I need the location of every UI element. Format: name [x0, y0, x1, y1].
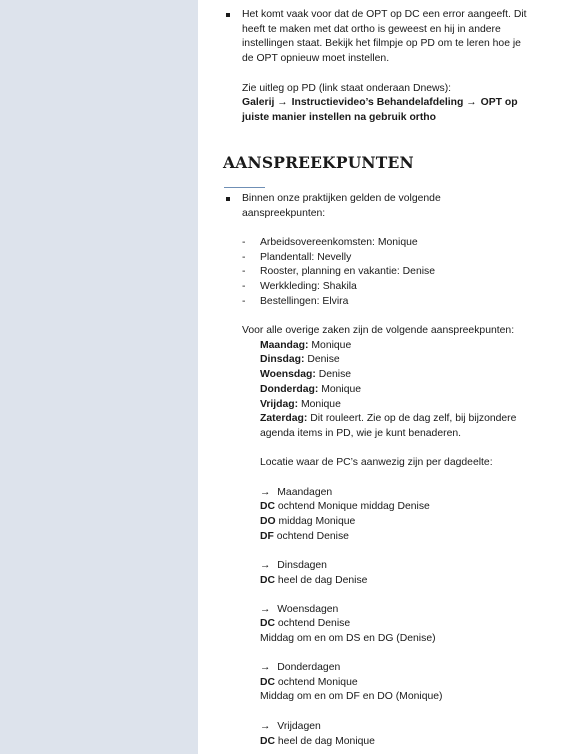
day-contact: [260, 339, 351, 354]
day-label: Maandag:: [260, 339, 309, 351]
day-label: Vrijdag:: [260, 398, 299, 410]
arrow-right-icon: →: [260, 560, 271, 571]
dash-marker: -: [242, 251, 246, 263]
day-person: Monique: [318, 383, 362, 395]
schedule-extra: Middag om en om DF en DO (Monique): [260, 691, 443, 703]
bullet-marker: [226, 13, 230, 17]
day-person: Monique: [308, 339, 352, 351]
day-person: Monique: [298, 398, 341, 410]
dash-marker: -: [242, 281, 246, 293]
other-contacts-intro: Voor alle overige zaken zijn de volgende aanspreekpunten:: [242, 325, 515, 336]
dash-marker: -: [242, 237, 246, 248]
day-label: Zaterdag:: [260, 413, 308, 425]
arrow-right-icon: →: [260, 486, 271, 498]
navigation-path: [242, 96, 518, 111]
schedule-row: DF ochtend Denise: [260, 530, 349, 542]
day-contact: [260, 368, 351, 383]
section-heading: AANSPREEKPUNTEN: [223, 153, 414, 172]
day-contact: [260, 353, 340, 368]
path-galerij: Galerij: [242, 97, 275, 109]
navigation-path-cont: juiste manier instellen na gebruik ortho: [242, 111, 436, 123]
day-person: Denise: [315, 369, 352, 381]
schedule-row: DC heel de dag Monique: [260, 735, 375, 747]
locations-intro: Locatie waar de PC’s aanwezig zijn per dagdeelte:: [260, 457, 493, 469]
heading-underline: [224, 187, 265, 188]
path-instructievideos: Instructievideo’s Behandelafdeling: [291, 97, 464, 109]
contact-item: Arbeidsovereenkomsten: Monique: [260, 237, 418, 248]
arrow-right-icon: →: [260, 603, 271, 615]
location-code: DC: [260, 735, 276, 747]
schedule-day-title: → Vrijdagen: [260, 721, 321, 732]
location-code: DF: [260, 530, 274, 542]
location-code: DC: [260, 574, 276, 586]
dash-marker: -: [242, 295, 246, 307]
day-contact: [260, 398, 341, 413]
schedule-row: DC ochtend Monique: [260, 676, 358, 688]
day-person: Denise: [304, 354, 340, 366]
dash-marker: -: [242, 266, 246, 278]
schedule-extra: Middag om en om DS en DG (Denise): [260, 632, 436, 644]
contact-item: Plandentall: Nevelly: [260, 251, 352, 263]
location-code: DC: [260, 618, 276, 630]
contacts-intro-1: Binnen onze praktijken gelden de volgende: [242, 193, 441, 204]
schedule-day-title: → Woensdagen: [260, 603, 339, 615]
schedule-row: DC ochtend Monique middag Denise: [260, 501, 430, 513]
schedule-row: DO middag Monique: [260, 515, 356, 527]
location-code: DC: [260, 676, 276, 688]
schedule-row: DC heel de dag Denise: [260, 574, 368, 586]
saturday-continuation: agenda items in PD, wie je kunt benaderen.: [260, 427, 462, 439]
intro-line-4: de OPT opnieuw moet instellen.: [242, 53, 390, 65]
arrow-right-icon: →: [260, 662, 271, 673]
day-contact: [260, 383, 361, 398]
location-code: DO: [260, 515, 276, 527]
contacts-intro-2: aanspreekpunten:: [242, 207, 326, 219]
day-label: Woensdag:: [260, 369, 316, 381]
day-label: Dinsdag:: [260, 354, 305, 366]
link-intro: Zie uitleg op PD (link staat onderaan Dnews):: [242, 82, 452, 94]
arrow-right-icon: →: [260, 721, 271, 732]
schedule-day-title: → Dinsdagen: [260, 560, 327, 571]
page-margin-band: [0, 0, 198, 754]
arrow-right-icon: →: [277, 97, 288, 109]
schedule-day-title: → Maandagen: [260, 486, 333, 498]
location-code: DC: [260, 501, 276, 513]
day-person: Dit rouleert. Zie op de dag zelf, bij bijzondere: [307, 413, 517, 425]
schedule-row: DC ochtend Denise: [260, 618, 351, 630]
arrow-right-icon: →: [466, 97, 477, 109]
intro-line-1: Het komt vaak voor dat de OPT op DC een error aangeeft. Dit: [242, 9, 527, 20]
contact-item: Bestellingen: Elvira: [260, 295, 349, 307]
day-contact: [260, 412, 516, 427]
bullet-marker: [226, 197, 230, 201]
intro-line-3: instellingen staat. Bekijk het filmpje op PD om te leren hoe je: [242, 38, 521, 50]
path-opt: OPT op: [480, 97, 518, 109]
intro-line-2: heeft te maken met dat ortho is geweest en hij in andere: [242, 23, 501, 35]
contact-item: Rooster, planning en vakantie: Denise: [260, 266, 436, 278]
day-label: Donderdag:: [260, 383, 319, 395]
schedule-day-title: → Donderdagen: [260, 662, 341, 673]
contact-item: Werkkleding: Shakila: [260, 281, 357, 293]
